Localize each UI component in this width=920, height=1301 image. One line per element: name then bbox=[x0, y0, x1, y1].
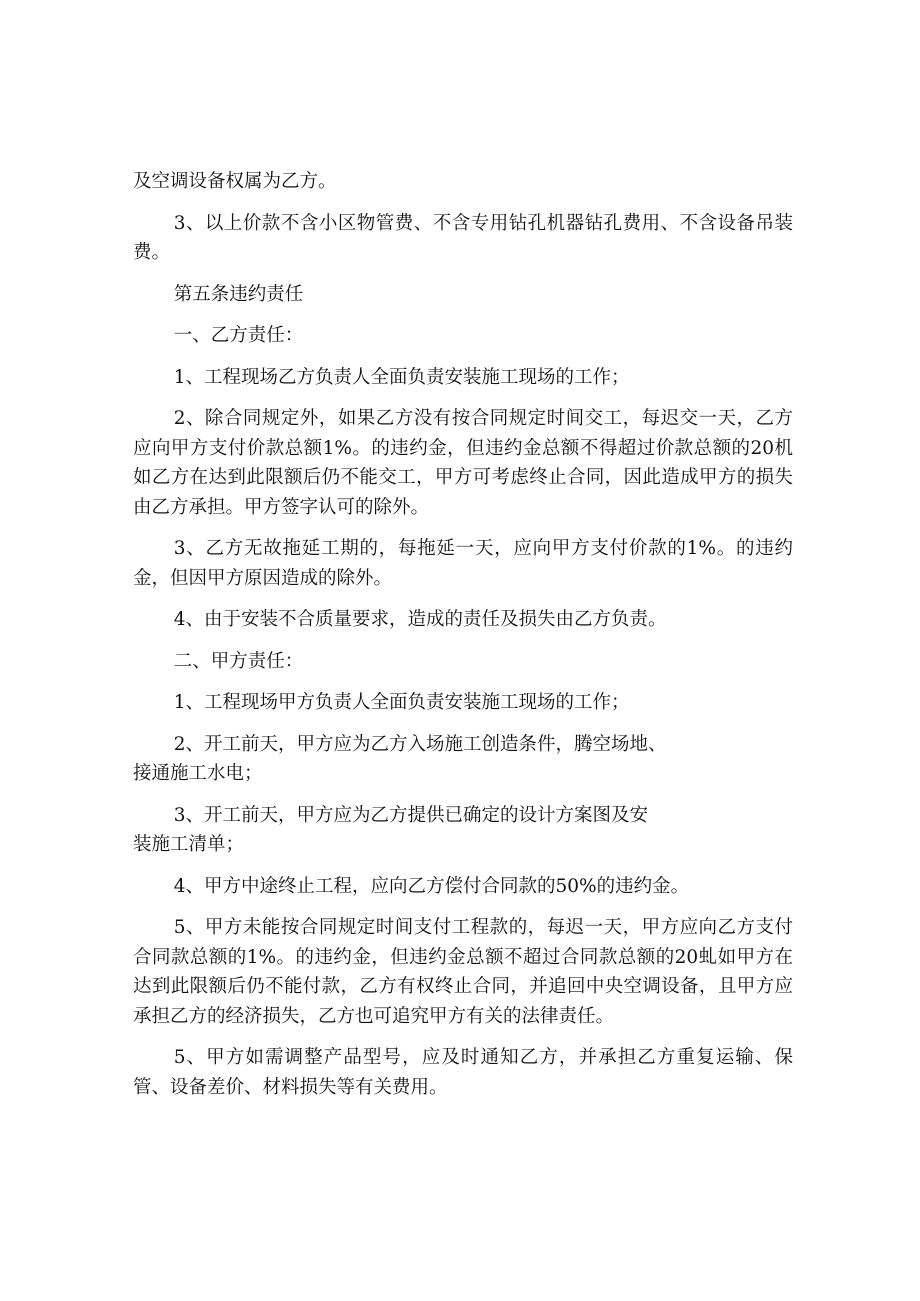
document-page bbox=[133, 167, 793, 1114]
clause-b-4: 4、由于安装不合质量要求，造成的责任及损失由乙方负责。 bbox=[173, 609, 667, 630]
section-heading-article-5: 第五条违约责任 bbox=[173, 283, 304, 305]
clause-b-2: 2、除合同规定外，如果乙方没有按合同规定时间交工，每迟交一天，乙方应向甲方支付价款总额1%。的违约金，但违约金总额不得超过价款总额的20机如乙方在达到此限额后仍不能交工，甲方可考虑终止合同，因此造成甲方的损失由乙方承担。甲方签字认可的除外。 bbox=[133, 408, 793, 518]
clause-b-3: 3、乙方无故拖延工期的，每拖延一天，应向甲方支付价款的1%。的违约金，但因甲方原因造成的除外。 bbox=[133, 538, 793, 589]
paragraph-equipment-ownership: 及空调设备权属为乙方。 bbox=[133, 171, 337, 192]
clause-a-1: 1、工程现场甲方负责人全面负责安装施工现场的工作； bbox=[173, 692, 630, 713]
clause-a-2: 2、开工前天，甲方应为乙方入场施工创造条件，腾空场地、 接通施工水电； bbox=[133, 733, 667, 784]
clause-a-5-product-change: 5、甲方如需调整产品型号，应及时通知乙方，并承担乙方重复运输、保管、设备差价、材料损失等有关费用。 bbox=[133, 1047, 793, 1098]
clause-a-4: 4、甲方中途终止工程，应向乙方偿付合同款的50%的违约金。 bbox=[173, 875, 690, 897]
subheading-party-a-duties: 二、甲方责任： bbox=[173, 650, 304, 672]
subheading-party-b-duties: 一、乙方责任： bbox=[173, 325, 304, 346]
clause-a-5: 5、甲方未能按合同规定时间支付工程款的，每迟一天，甲方应向乙方支付合同款总额的1%。的违约金，但违约金总额不超过合同款总额的20虬如甲方在达到此限额后仍不能付款，乙方有权终止合同，并追回中央空调设备，且甲方应承担乙方的经济损失，乙方也可追究甲方有关的法律责任。 bbox=[133, 917, 793, 1027]
clause-b-1: 1、工程现场乙方负责人全面负责安装施工现场的工作； bbox=[173, 366, 630, 388]
clause-a-3: 3、开工前天，甲方应为乙方提供已确定的设计方案图及安 装施工清单； bbox=[133, 804, 648, 855]
paragraph-price-exclusions: 3、以上价款不含小区物管费、不含专用钻孔机器钻孔费用、不含设备吊装费。 bbox=[133, 212, 793, 263]
